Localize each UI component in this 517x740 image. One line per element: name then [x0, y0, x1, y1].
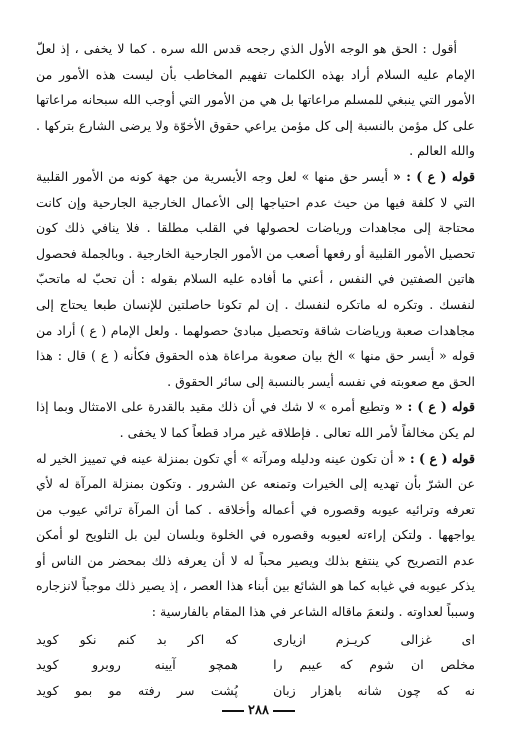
- quote-lead: قوله ( ع ) : «: [393, 168, 475, 184]
- verse-first-hemistich: اى غزالى كريـزم ازيارى: [273, 631, 475, 647]
- persian-poem: [36, 627, 475, 704]
- paragraph-quote-2: [36, 394, 475, 445]
- paragraph-text: أن تكون عينه ودليله ومرآته » أي تكون بمنزلة عينه في تمييز الخير له عن الشرّ بأن تهديه إلى الخيرات وتمنعه عن الشرور . وتكون بمنزلة المرآة له لأي تعرفه وترائيه عيوبه وقصوره في أعماله وأخلاقه . كما أن المرآة ترائي عيوب من يواجهها . ولتكن إراءته لعيوبه وقصوره في الخلوة وبلسان لين بل التلويح لو أمكن عدم التصريح كي ينتفع بذلك ويصير محباً له لا أن يعرفه ذلك بمحضر من الناس أو يذكر عيوبه في غيابه كما هو الشائع بين أبناء هذا العصر ، إذ يصير ذلك موجباً لانزجاره وسبباً لعداوته . ولنعمَ ماقاله الشاعر في هذا المقام بالفارسية :: [36, 450, 475, 620]
- verse-second-hemistich: همچو آيينه روبرو كويد: [36, 657, 238, 673]
- folio-dash: [222, 710, 244, 712]
- quote-lead: قوله ( ع ) : «: [394, 399, 475, 415]
- page-number: [0, 703, 517, 718]
- verse-first-hemistich: نه كه چون شانه باهزار زبان: [273, 682, 475, 698]
- paragraph-text: أقول : الحق هو الوجه الأول الذي رجحه قدس الله سره . كما لا يخفى ، إذ لعلّ الإمام عليه السلام أراد بهذه الكلمات تفهيم المخاطب بأن ليست هذه الأمور من الأمور التي ينبغي للمسلم مراعاتها بل هي من الأمور التي أوجب الله سبحانه مراعاتها على كل مؤمن بالنسبة إلى كل مؤمن يراعي حقوق الأخوّة ولا يرضى الشارع بتركها . والله العالم .: [36, 41, 475, 159]
- paragraph-text: وتطيع أمره » لا شك في أن ذلك مقيد بالقدرة على الامتثال وبما إذا لم يكن مخالفاً لأمر الله تعالى . فإطلاقه غير مراد قطعاً كما لا يخفى .: [36, 399, 475, 440]
- paragraph-quote-1: [36, 164, 475, 394]
- paragraph-quote-3: [36, 446, 475, 625]
- quote-lead: قوله ( ع ) : «: [397, 450, 475, 466]
- verse-second-hemistich: كه اكر بد كنم نكو كويد: [36, 631, 238, 647]
- verse-second-hemistich: پُشت سر رفته مو بمو كويد: [36, 682, 238, 698]
- verse-first-hemistich: مخلص ان شوم كه عيبم را: [273, 657, 475, 673]
- page-number-text: ٢٨٨: [248, 703, 269, 718]
- folio-dash: [273, 710, 295, 712]
- poem-verse: [36, 627, 475, 653]
- poem-verse: [36, 678, 475, 704]
- paragraph-text: أيسر حق منها » لعل وجه الأيسرية من جهة كونه من الأمور القلبية التي لا كلفة فيها من حيث عدم احتياجها إلى الأعمال الخارجية الجارحية وإن كانت محتاجة إلى مجاهدات ورياضات لحصولها في القلب مطلقا . فلا ينافي ذلك كون تحصيل الأمور القلبية أو رفعها أصعب من الأمور الجارحية الخارجية . وبالجملة فحصول هاتين الصفتين في النفس ، أعني ما أفاده عليه السلام بقوله : أن تحبّ له ماتحبّ لنفسك . وتكره له ماتكره لنفسك . إن لم تكونا حاصلتين للإنسان طبعا يحتاج إلى مجاهدات صعبة ورياضات شاقة وتحصيل مبادئ حصولهما . ولعل الإمام ( ع ) أراد من قوله « أيسر حق منها » الخ بيان صعوبة مراعاة هذه الحقوق فكأنه ( ع ) قال : هذا الحق مع صعوبته في نفسه أيسر بالنسبة إلى سائر الحقوق .: [36, 168, 475, 389]
- poem-verse: [36, 652, 475, 678]
- paragraph-commentary: [36, 36, 475, 164]
